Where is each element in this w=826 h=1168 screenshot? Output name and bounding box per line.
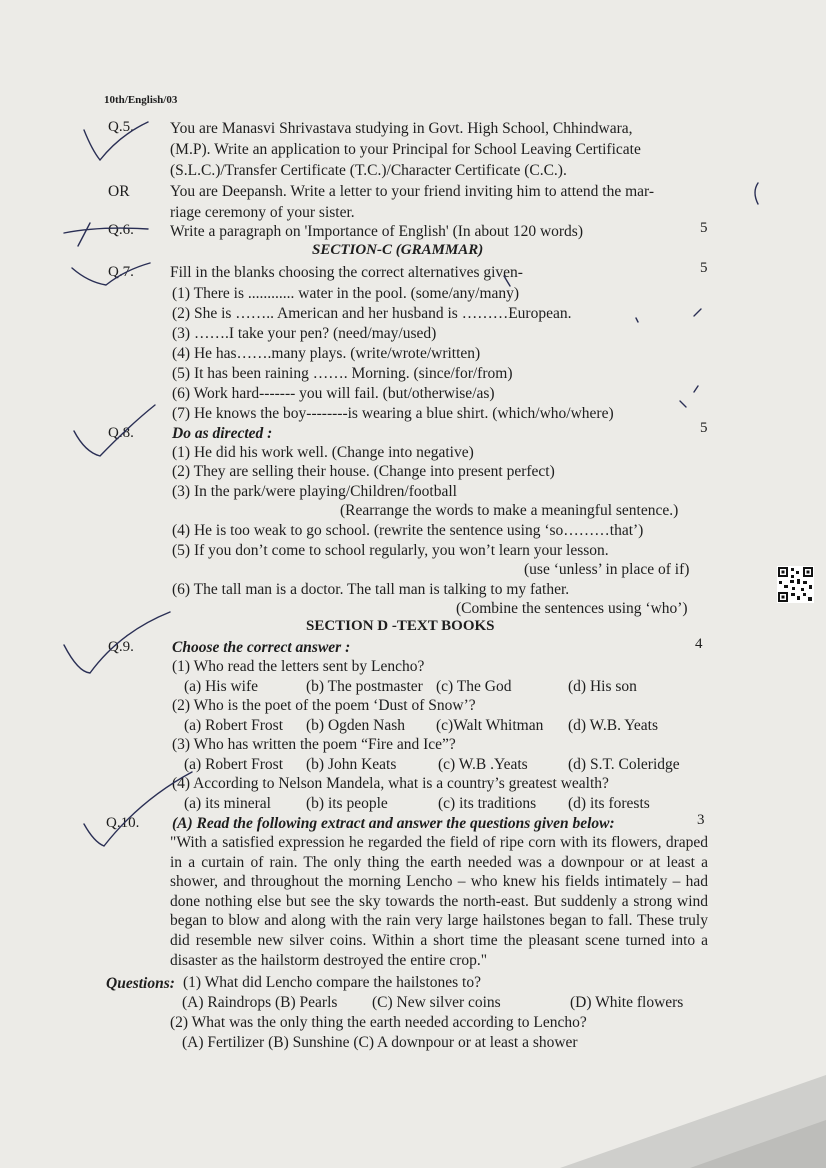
mcq-option: (c) W.B .Yeats <box>438 756 528 773</box>
mcq-option: (d) W.B. Yeats <box>568 717 659 734</box>
q10-extract: "With a satisfied expression he regarded the field of ripe corn with its flowers, draped in a curtain of rain. The only thing the earth needed was a downpour or at least a shower, and throughout the morning Lencho – who knew his fields intimately – had done nothing else but see the sky towards the north-east. But suddenly a strong wind began to blow and along with the rain very large hailstones began to fall. These truly did resemble new silver coins. Within a short time the pleasant scene turned into a disaster as the hailstorm destroyed the entire crop." <box>170 834 708 969</box>
mcq-option: (c) its traditions <box>438 795 537 812</box>
mcq-question: (4) According to Nelson Mandela, what is a country’s greatest wealth? <box>172 775 609 792</box>
q9-number: Q.9. <box>108 639 134 655</box>
q10-sub-question: (1) What did Lencho compare the hailstones to? <box>183 974 481 991</box>
mcq-question: (3) Who has written the poem “Fire and Ice”? <box>172 736 456 753</box>
q10-option: (C) New silver coins <box>372 994 501 1011</box>
q10-option: (A) Raindrops (B) Pearls <box>182 994 338 1011</box>
qr-code <box>777 566 814 603</box>
q8-instruction: (Rearrange the words to make a meaningful sentence.) <box>340 502 679 519</box>
questions-label: Questions: <box>106 975 175 992</box>
paper-code: 10th/English/03 <box>104 94 178 106</box>
q7-text: Fill in the blanks choosing the correct alternatives given- <box>170 264 523 281</box>
q5-line-2: (M.P). Write an application to your Principal for School Leaving Certificate <box>170 141 641 158</box>
mcq-option: (d) S.T. Coleridge <box>568 756 680 773</box>
section-c-heading: SECTION-C (GRAMMAR) <box>312 242 484 258</box>
q6-marks: 5 <box>700 220 708 236</box>
q8-item: (3) In the park/were playing/Children/football <box>172 483 457 500</box>
q6-number: Q.6. <box>108 222 134 238</box>
q8-item: (1) He did his work well. (Change into negative) <box>172 444 474 461</box>
mcq-option: (b) The postmaster <box>306 678 423 695</box>
q8-number: Q.8. <box>108 425 134 441</box>
mcq-option: (a) its mineral <box>184 795 271 812</box>
q7-marks: 5 <box>700 260 708 276</box>
mcq-option: (b) Ogden Nash <box>306 717 406 734</box>
q8-marks: 5 <box>700 420 708 436</box>
mcq-option: (a) Robert Frost <box>184 717 284 734</box>
q6-text: Write a paragraph on 'Importance of English' (In about 120 words) <box>170 223 583 240</box>
q10-marks: 3 <box>697 812 705 828</box>
q8-item: (5) If you don’t come to school regularly, you won’t learn your lesson. <box>172 542 609 559</box>
q7-number: Q.7. <box>108 264 134 280</box>
q7-item: (5) It has been raining ……. Morning. (since/for/from) <box>172 365 513 382</box>
q8-text: Do as directed : <box>172 425 273 442</box>
or-line-2: riage ceremony of your sister. <box>170 204 355 221</box>
mcq-option: (a) Robert Frost <box>184 756 284 773</box>
q5-line-1: You are Manasvi Shrivastava studying in Govt. High School, Chhindwara, <box>170 120 633 137</box>
q10-sub-question: (2) What was the only thing the earth needed according to Lencho? <box>170 1014 587 1031</box>
or-line-1: You are Deepansh. Write a letter to your friend inviting him to attend the mar- <box>170 183 655 200</box>
q7-item: (7) He knows the boy--------is wearing a blue shirt. (which/who/where) <box>172 405 614 422</box>
q10-text: (A) Read the following extract and answer the questions given below: <box>172 815 615 832</box>
q7-item: (2) She is …….. American and her husband is ………European. <box>172 305 572 322</box>
mcq-option: (d) His son <box>568 678 637 695</box>
section-d-heading: SECTION D -TEXT BOOKS <box>306 618 495 634</box>
q8-item: (2) They are selling their house. (Change into present perfect) <box>172 463 555 480</box>
or-label: OR <box>108 183 130 200</box>
mcq-question: (1) Who read the letters sent by Lencho? <box>172 658 425 675</box>
mcq-option: (c) The God <box>436 678 512 695</box>
mcq-option: (c)Walt Whitman <box>436 717 544 734</box>
q10-option: (A) Fertilizer (B) Sunshine (C) A downpour or at least a shower <box>182 1034 578 1051</box>
mcq-option: (b) its people <box>306 795 388 812</box>
q7-item: (6) Work hard------- you will fail. (but/otherwise/as) <box>172 385 495 402</box>
q7-item: (4) He has…….many plays. (write/wrote/written) <box>172 345 481 362</box>
q9-text: Choose the correct answer : <box>172 639 351 656</box>
q9-marks: 4 <box>695 636 703 652</box>
q8-instruction: (Combine the sentences using ‘who’) <box>456 600 688 617</box>
mcq-option: (b) John Keats <box>306 756 397 773</box>
q8-item: (4) He is too weak to go school. (rewrite the sentence using ‘so………that’) <box>172 522 644 539</box>
q8-item: (6) The tall man is a doctor. The tall man is talking to my father. <box>172 581 570 598</box>
q7-item: (1) There is ............ water in the pool. (some/any/many) <box>172 285 520 302</box>
q5-number: Q.5. <box>108 119 134 135</box>
q10-number: Q.10. <box>106 815 140 831</box>
mcq-option: (a) His wife <box>184 678 259 695</box>
q7-item: (3) …….I take your pen? (need/may/used) <box>172 325 437 342</box>
mcq-question: (2) Who is the poet of the poem ‘Dust of Snow’? <box>172 697 476 714</box>
q5-line-3: (S.L.C.)/Transfer Certificate (T.C.)/Character Certificate (C.C.). <box>170 162 567 179</box>
mcq-option: (d) its forests <box>568 795 650 812</box>
q10-option: (D) White flowers <box>570 994 684 1011</box>
q8-instruction: (use ‘unless’ in place of if) <box>524 561 690 578</box>
